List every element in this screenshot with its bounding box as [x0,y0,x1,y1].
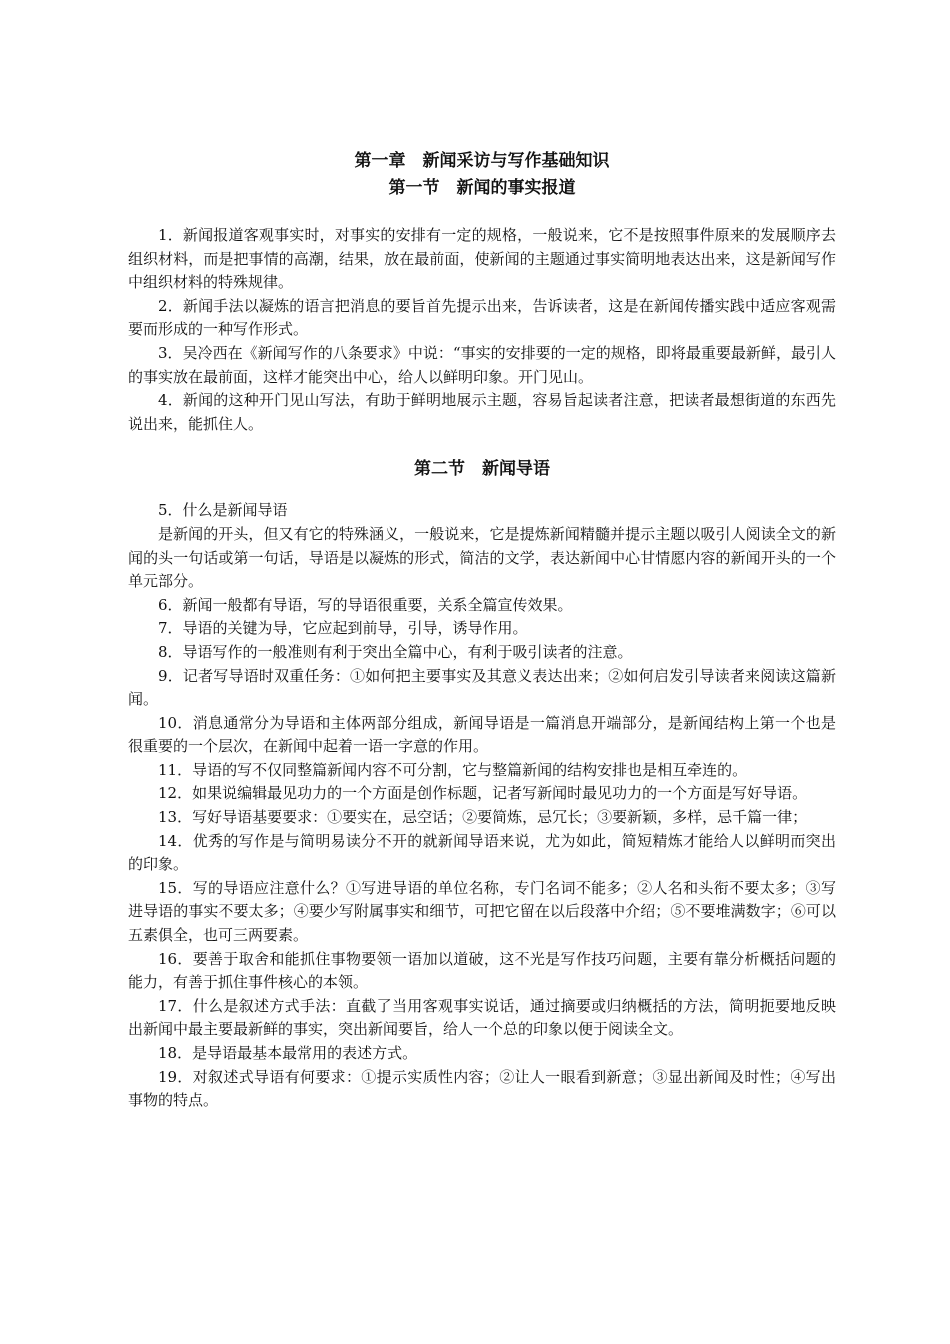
paragraph: 14．优秀的写作是与简明易读分不开的就新闻导语来说，尤为如此，简短精炼才能给人以鲜明而突出的印象。 [128,831,836,874]
chapter-title: 第一章 新闻采访与写作基础知识 [354,151,610,171]
paragraph: 15．写的导语应注意什么？①写进导语的单位名称，专门名词不能多；②人名和头衔不要太多；③写进导语的事实不要太多；④要少写附属事实和细节，可把它留在以后段落中介绍；⑤不要堆满数字；⑥可以五素俱全，也可三两要素。 [128,878,836,945]
paragraph: 7．导语的关键为导，它应起到前导，引导，诱导作用。 [158,619,528,638]
paragraph: 6．新闻一般都有导语，写的导语很重要，关系全篇宣传效果。 [158,595,573,614]
paragraph: 18．是导语最基本最常用的表述方式。 [158,1044,418,1062]
section-1-title: 第一节 新闻的事实报道 [388,178,576,198]
paragraph: 3．吴冷西在《新闻写作的八条要求》中说：“事实的安排要的一定的规格，即将最重要最新鲜，最引人的事实放在最前面，这样才能突出中心，给人以鲜明印象。开门见山。 [128,343,836,386]
paragraph: 12．如果说编辑最见功力的一个方面是创作标题，记者写新闻时最见功力的一个方面是写好导语。 [158,784,808,803]
paragraph: 17．什么是叙述方式手法：直截了当用客观事实说话，通过摘要或归纳概括的方法，简明扼要地反映出新闻中最主要最新鲜的事实，突出新闻要旨，给人一个总的印象以便于阅读全文。 [128,996,836,1039]
paragraph: 11．导语的写不仅同整篇新闻内容不可分割，它与整篇新闻的结构安排也是相互牵连的。 [158,760,748,779]
section-2-body [128,499,836,1112]
paragraph: 19．对叙述式导语有何要求：①提示实质性内容；②让人一眼看到新意；③显出新闻及时性；④写出事物的特点。 [128,1067,836,1110]
paragraph: 是新闻的开头，但又有它的特殊涵义，一般说来，它是提炼新闻精髓并提示主题以吸引人阅读全文的新闻的头一句话或第一句话，导语是以凝炼的形式，简洁的文学，表达新闻中心甘情愿内容的新闻开头的一个单元部分。 [128,524,836,591]
paragraph: 10．消息通常分为导语和主体两部分组成，新闻导语是一篇消息开端部分，是新闻结构上第一个也是很重要的一个层次，在新闻中起着一语一字意的作用。 [128,713,836,756]
section-2-title: 第二节 新闻导语 [414,459,550,480]
document-page [128,148,836,1113]
paragraph: 1．新闻报道客观事实时，对事实的安排有一定的规格，一般说来，它不是按照事件原来的发展顺序去组织材料，而是把事情的高潮，结果，放在最前面，使新闻的主题通过事实简明地表达出来，这是新闻写作中组织材料的特殊规律。 [128,226,836,292]
section-1-body [128,224,836,436]
paragraph: 9．记者写导语时双重任务：①如何把主要事实及其意义表达出来；②如何启发引导读者来阅读这篇新闻。 [128,666,836,709]
paragraph: 8．导语写作的一般准则有利于突出全篇中心，有利于吸引读者的注意。 [158,642,633,661]
paragraph: 4．新闻的这种开门见山写法，有助于鲜明地展示主题，容易旨起读者注意，把读者最想街道的东西先说出来，能抓住人。 [128,391,836,433]
paragraph: 13．写好导语基要要求：①要实在，忌空话；②要简炼，忌冗长；③要新颖，多样，忌千篇一律； [158,808,808,827]
paragraph: 16．要善于取舍和能抓住事物要领一语加以道破，这不光是写作技巧问题，主要有靠分析概括问题的能力，有善于抓住事件核心的本领。 [128,949,836,992]
paragraph: 2．新闻手法以凝炼的语言把消息的要旨首先提示出来，告诉读者，这是在新闻传播实践中适应客观需要而形成的一种写作形式。 [128,296,836,339]
paragraph: 5．什么是新闻导语 [158,501,288,520]
